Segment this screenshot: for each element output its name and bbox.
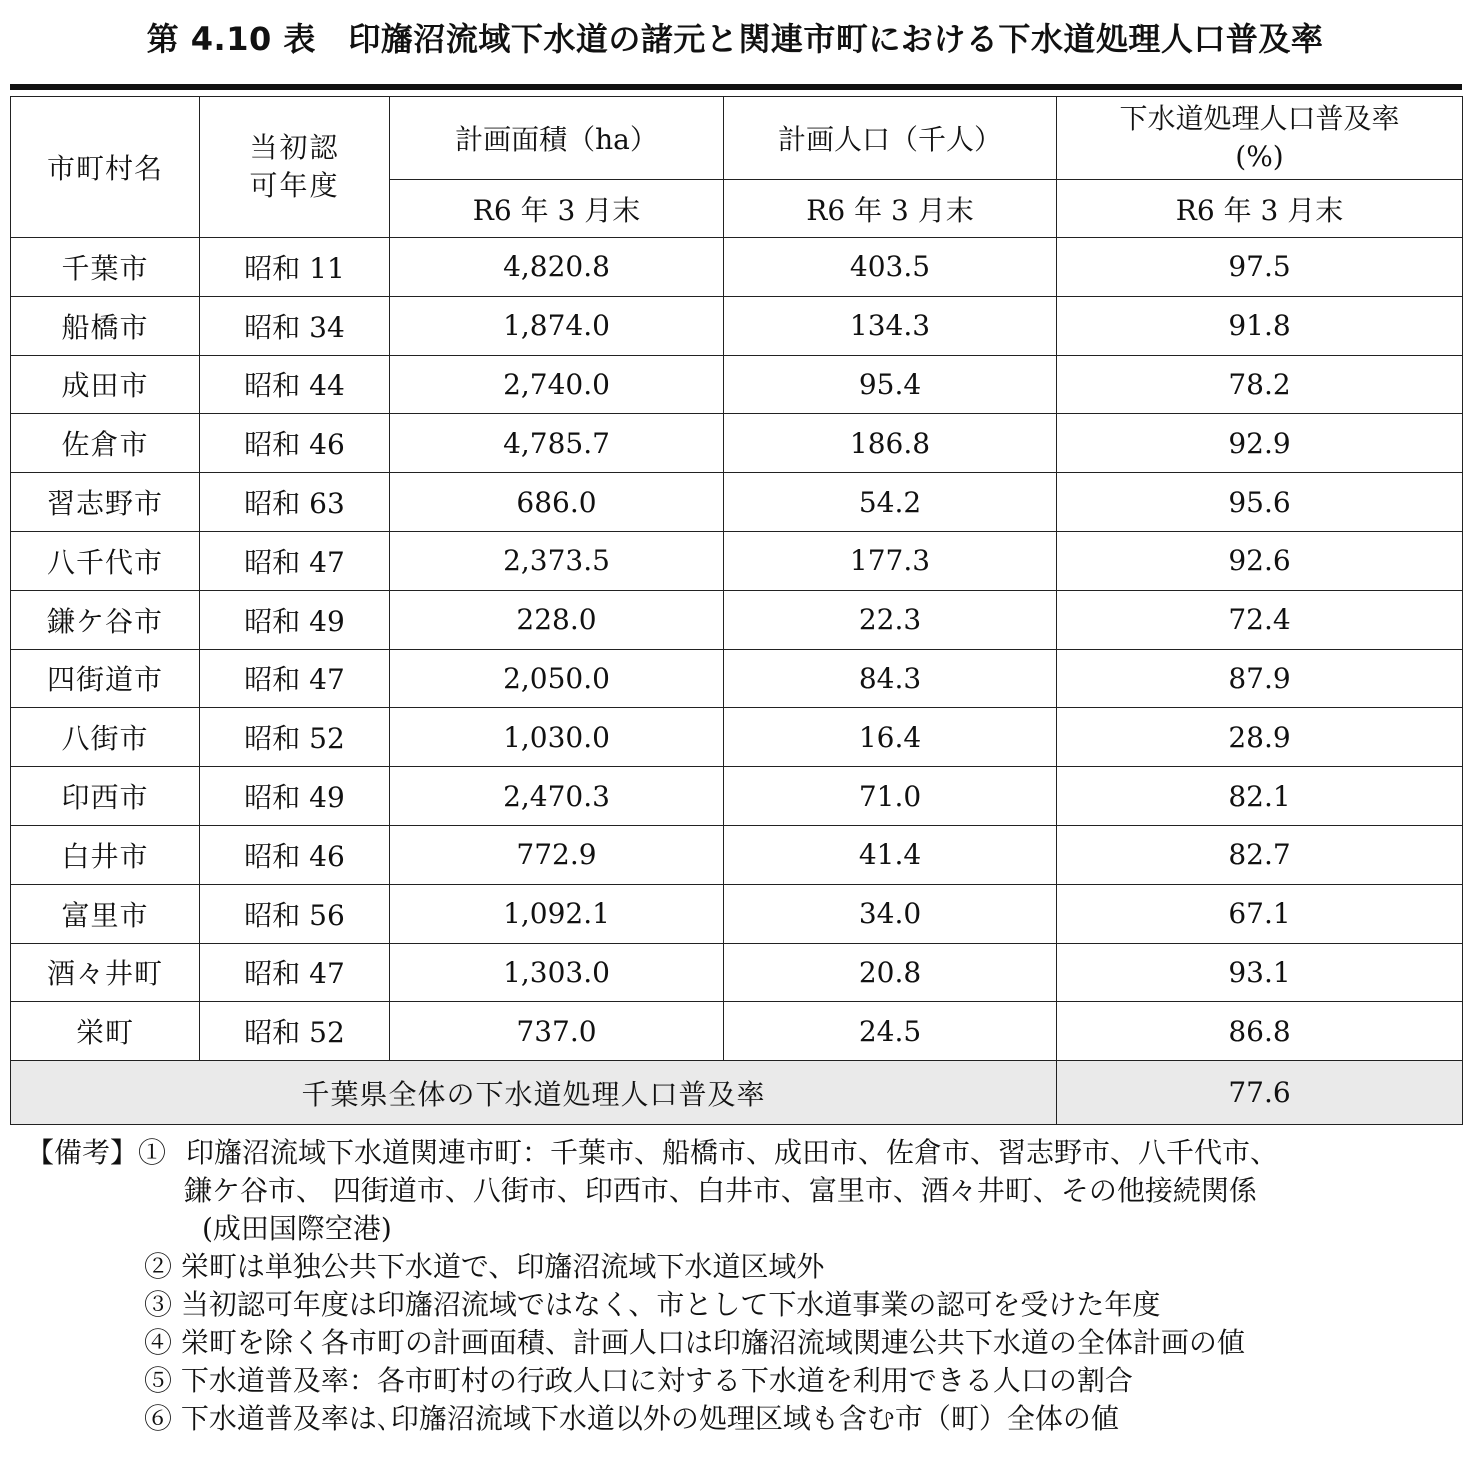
cell-municipality: 成田市 (11, 355, 200, 414)
cell-planned-area: 1,030.0 (390, 708, 724, 767)
cell-municipality: 白井市 (11, 825, 200, 884)
cell-coverage-rate: 93.1 (1057, 943, 1463, 1002)
note-3: ③ 当初認可年度は印旛沼流域ではなく、市として下水道事業の認可を受けた年度 (144, 1288, 1161, 1321)
table-row (11, 473, 1463, 532)
cell-approval-year: 昭和 44 (200, 355, 390, 414)
cell-approval-year: 昭和 46 (200, 825, 390, 884)
cell-coverage-rate: 86.8 (1057, 1002, 1463, 1061)
cell-planned-area: 228.0 (390, 590, 724, 649)
cell-municipality: 佐倉市 (11, 414, 200, 473)
remarks (26, 1134, 1466, 1438)
cell-municipality: 富里市 (11, 884, 200, 943)
cell-planned-population: 134.3 (724, 296, 1057, 355)
cell-planned-area: 2,373.5 (390, 531, 724, 590)
cell-municipality: 鎌ケ谷市 (11, 590, 200, 649)
cell-planned-area: 1,303.0 (390, 943, 724, 1002)
cell-municipality: 八千代市 (11, 531, 200, 590)
cell-approval-year: 昭和 47 (200, 943, 390, 1002)
cell-coverage-rate: 91.8 (1057, 296, 1463, 355)
cell-coverage-rate: 97.5 (1057, 238, 1463, 297)
cell-approval-year: 昭和 34 (200, 296, 390, 355)
cell-approval-year: 昭和 63 (200, 473, 390, 532)
cell-planned-population: 34.0 (724, 884, 1057, 943)
note-5: ⑤ 下水道普及率：各市町村の行政人口に対する下水道を利用できる人口の割合 (144, 1364, 1133, 1397)
cell-planned-population: 16.4 (724, 708, 1057, 767)
cell-planned-population: 22.3 (724, 590, 1057, 649)
total-row (11, 1061, 1463, 1125)
cell-planned-population: 71.0 (724, 767, 1057, 826)
subheader-area-date: R6 年 3 月末 (390, 180, 724, 238)
note-1-line-1 (26, 1134, 1466, 1172)
header-coverage-rate-line1: 下水道処理人口普及率 (1119, 102, 1400, 135)
cell-municipality: 千葉市 (11, 238, 200, 297)
note-6: ⑥ 下水道普及率は､印旛沼流域下水道以外の処理区域も含む市（町）全体の値 (144, 1402, 1119, 1435)
cell-municipality: 四街道市 (11, 649, 200, 708)
table-row (11, 825, 1463, 884)
cell-approval-year: 昭和 49 (200, 590, 390, 649)
cell-approval-year: 昭和 47 (200, 531, 390, 590)
cell-planned-population: 95.4 (724, 355, 1057, 414)
cell-coverage-rate: 82.7 (1057, 825, 1463, 884)
cell-municipality: 印西市 (11, 767, 200, 826)
cell-coverage-rate: 92.9 (1057, 414, 1463, 473)
note-1-text-1: 印旛沼流域下水道関連市町：千葉市、船橋市、成田市、佐倉市、習志野市、八千代市、 (186, 1136, 1279, 1169)
cell-approval-year: 昭和 11 (200, 238, 390, 297)
cell-planned-population: 41.4 (724, 825, 1057, 884)
cell-coverage-rate: 78.2 (1057, 355, 1463, 414)
cell-planned-area: 2,470.3 (390, 767, 724, 826)
cell-approval-year: 昭和 49 (200, 767, 390, 826)
table-row (11, 590, 1463, 649)
header-planned-population: 計画人口（千人） (724, 97, 1057, 180)
cell-municipality: 酒々井町 (11, 943, 200, 1002)
cell-planned-population: 177.3 (724, 531, 1057, 590)
table-row (11, 238, 1463, 297)
header-municipality: 市町村名 (11, 97, 200, 238)
table-row (11, 884, 1463, 943)
title-underline (10, 84, 1462, 90)
cell-municipality: 八街市 (11, 708, 200, 767)
cell-coverage-rate: 92.6 (1057, 531, 1463, 590)
page-title: 第 4.10 表 印旛沼流域下水道の諸元と関連市町における下水道処理人口普及率 (146, 20, 1324, 58)
cell-municipality: 習志野市 (11, 473, 200, 532)
cell-approval-year: 昭和 47 (200, 649, 390, 708)
cell-planned-area: 686.0 (390, 473, 724, 532)
header-approval-year (200, 97, 390, 238)
cell-planned-area: 2,740.0 (390, 355, 724, 414)
cell-coverage-rate: 28.9 (1057, 708, 1463, 767)
cell-approval-year: 昭和 46 (200, 414, 390, 473)
cell-coverage-rate: 95.6 (1057, 473, 1463, 532)
cell-approval-year: 昭和 56 (200, 884, 390, 943)
table-row (11, 708, 1463, 767)
cell-planned-area: 4,785.7 (390, 414, 724, 473)
cell-planned-population: 186.8 (724, 414, 1057, 473)
note-2: ② 栄町は単独公共下水道で、印旛沼流域下水道区域外 (144, 1250, 825, 1283)
table-row (11, 355, 1463, 414)
cell-approval-year: 昭和 52 (200, 708, 390, 767)
total-rate: 77.6 (1057, 1061, 1463, 1125)
cell-planned-population: 403.5 (724, 238, 1057, 297)
cell-planned-population: 54.2 (724, 473, 1057, 532)
header-approval-year-text: 当初認可年度 (249, 131, 340, 202)
cell-planned-area: 1,874.0 (390, 296, 724, 355)
remarks-prefix: 【備考】① (26, 1136, 167, 1169)
header-row (11, 97, 1463, 180)
table-row (11, 1002, 1463, 1061)
cell-municipality: 栄町 (11, 1002, 200, 1061)
sewerage-table (10, 96, 1463, 1125)
cell-planned-area: 4,820.8 (390, 238, 724, 297)
cell-planned-population: 84.3 (724, 649, 1057, 708)
table-row (11, 943, 1463, 1002)
subheader-population-date: R6 年 3 月末 (724, 180, 1057, 238)
table-row (11, 649, 1463, 708)
cell-approval-year: 昭和 52 (200, 1002, 390, 1061)
cell-planned-population: 24.5 (724, 1002, 1057, 1061)
total-label: 千葉県全体の下水道処理人口普及率 (11, 1061, 1057, 1125)
cell-coverage-rate: 67.1 (1057, 884, 1463, 943)
cell-coverage-rate: 87.9 (1057, 649, 1463, 708)
cell-planned-area: 2,050.0 (390, 649, 724, 708)
header-coverage-rate (1057, 97, 1463, 180)
cell-municipality: 船橋市 (11, 296, 200, 355)
cell-coverage-rate: 72.4 (1057, 590, 1463, 649)
cell-planned-area: 1,092.1 (390, 884, 724, 943)
cell-planned-population: 20.8 (724, 943, 1057, 1002)
header-coverage-rate-line2: (%) (1235, 140, 1284, 173)
header-planned-area: 計画面積（ha） (390, 97, 724, 180)
table-row (11, 414, 1463, 473)
table-row (11, 296, 1463, 355)
note-1-line-2: 鎌ケ谷市、 四街道市、八街市、印西市、白井市、富里市、酒々井町、その他接続関係 (184, 1174, 1257, 1207)
note-1-line-3: (成田国際空港) (202, 1212, 392, 1245)
cell-planned-area: 737.0 (390, 1002, 724, 1061)
table-row (11, 767, 1463, 826)
note-4: ④ 栄町を除く各市町の計画面積、計画人口は印旛沼流域関連公共下水道の全体計画の値 (144, 1326, 1245, 1359)
table-row (11, 531, 1463, 590)
cell-planned-area: 772.9 (390, 825, 724, 884)
cell-coverage-rate: 82.1 (1057, 767, 1463, 826)
subheader-rate-date: R6 年 3 月末 (1057, 180, 1463, 238)
